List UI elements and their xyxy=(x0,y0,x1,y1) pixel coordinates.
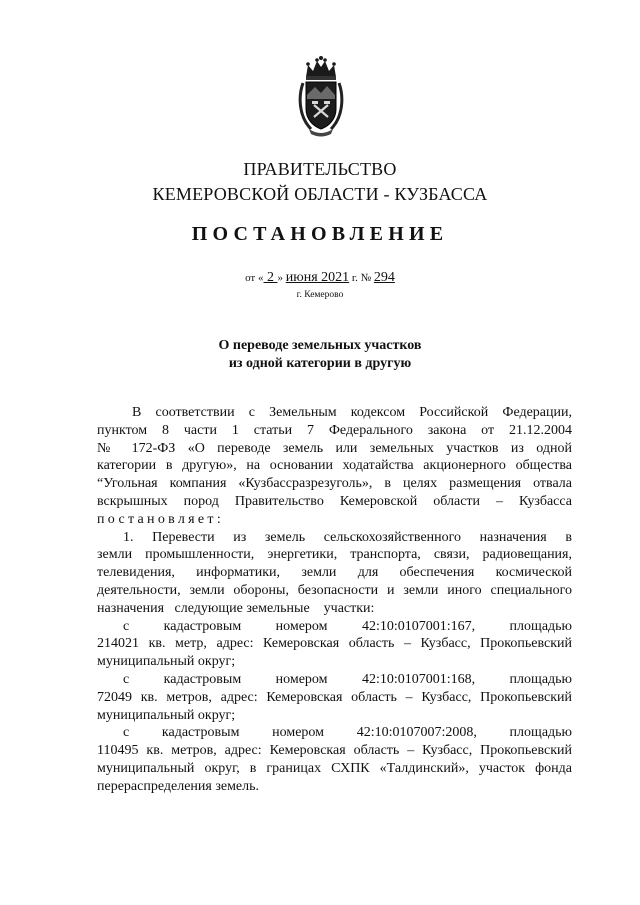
parcel-item-2: с кадастровым номером 42:10:0107001:168, площадью xyxy=(123,671,572,687)
body-line: земли промышленности, энергетики, транспорта, связи, радиовещания, xyxy=(97,547,572,563)
dateline-mid: » xyxy=(277,272,286,284)
dateline xyxy=(0,270,640,286)
body-line: назначения следующие земельные участки: xyxy=(97,600,375,616)
body-line: 72049 кв. метров, адрес: Кемеровская область – Кузбасс, Прокопьевский xyxy=(97,689,572,705)
body-line: пунктом 8 части 1 статьи 7 Федерального закона от 21.12.2004 xyxy=(97,422,572,438)
city-name: г. Кемерово xyxy=(296,290,344,300)
body-line: деятельности, земли обороны, безопасности и земли иного специального xyxy=(97,582,572,598)
body-line: № 172-ФЗ «О переводе земель или земельных участков из одной xyxy=(97,440,572,456)
dateline-year-suffix: г. № xyxy=(349,272,374,284)
coat-of-arms-emblem xyxy=(297,55,345,139)
body-line: категории в другую», на основании ходатайства акционерного общества xyxy=(97,458,572,474)
body-line: вскрышных пород Правительство Кемеровской области – Кузбасса xyxy=(97,493,572,509)
body-line-decrees: постановляет: xyxy=(97,511,225,527)
subject-line1: О переводе земельных участков xyxy=(218,338,422,353)
decree-number: 294 xyxy=(373,270,395,285)
government-name-line2: КЕМЕРОВСКОЙ ОБЛАСТИ - КУЗБАССА xyxy=(152,184,488,204)
parcel-item-1: с кадастровым номером 42:10:0107001:167, площадью xyxy=(123,618,572,634)
body-line: муниципальный округ; xyxy=(97,707,236,723)
decree-day: 2 xyxy=(263,270,278,285)
body-line: 110495 кв. метров, адрес: Кемеровская область – Кузбасс, Прокопьевский xyxy=(97,743,572,759)
body-line: В соответствии с Земельным кодексом Российской Федерации, xyxy=(132,405,572,420)
body-line: муниципальный округ; xyxy=(97,654,236,670)
body-line: перераспределения земель. xyxy=(97,778,260,794)
parcel-item-3: с кадастровым номером 42:10:0107007:2008, площадью xyxy=(123,725,572,741)
body-line: муниципальный округ, в границах СХПК «Талдинский», участок фонда xyxy=(97,760,572,776)
document-type-title: ПОСТАНОВЛЕНИЕ xyxy=(191,223,449,245)
government-name-line1: ПРАВИТЕЛЬСТВО xyxy=(243,159,397,179)
body-line: 1. Перевести из земель сельскохозяйственного назначения в xyxy=(123,529,572,545)
body-line: 214021 кв. метр, адрес: Кемеровская область – Кузбасс, Прокопьевский xyxy=(97,636,572,652)
body-line: телевидения, информатики, земли для обеспечения космической xyxy=(97,565,572,581)
subject-line2: из одной категории в другую xyxy=(228,356,412,371)
document-body xyxy=(97,404,572,796)
decree-month-year: июня 2021 xyxy=(285,270,350,285)
decree-subject xyxy=(0,337,640,373)
body-line: “Угольная компания «Кузбассразрезуголь», в целях размещения отвала xyxy=(97,476,572,492)
dateline-prefix: от « xyxy=(245,272,264,284)
